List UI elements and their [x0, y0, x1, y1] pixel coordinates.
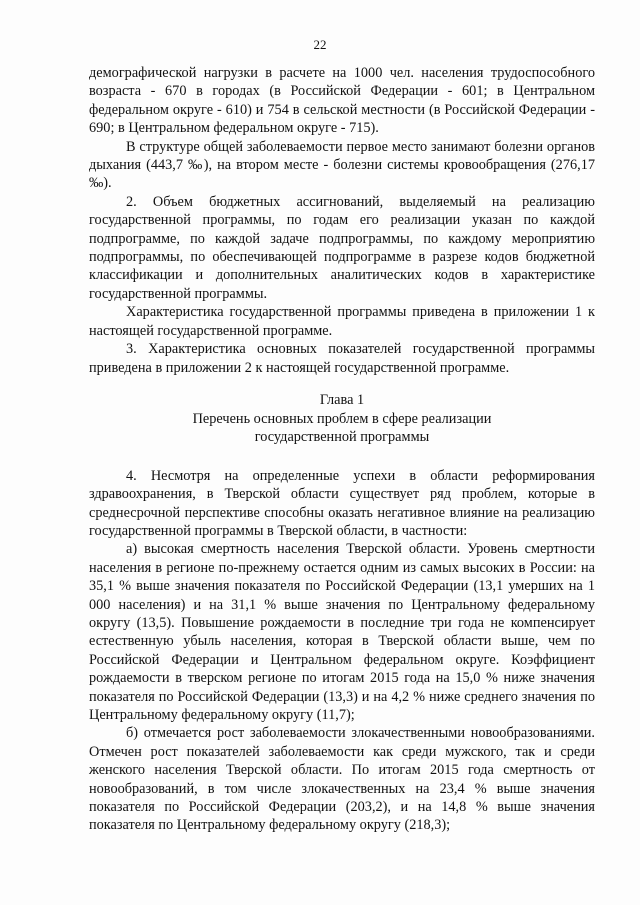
paragraph: 2. Объем бюджетных ассигнований, выделяемый на реализацию государственной программы, по годам его реализации указан по каждой подпрограмме, по каждой задаче подпрограммы, по каждому мероприятию подпрограммы, по обеспечивающей подпрограмме в разрезе кодов бюджетной классификации и дополнительных аналитических кодов в характеристике государственной программы.: [89, 193, 595, 302]
paragraph: б) отмечается рост заболеваемости злокачественными новообразованиями. Отмечен рост показателей заболеваемости как среди мужского, так и среди женского населения Тверской области. По итогам 2015 года смертность от новообразований, в том числе злокачественных на 23,4 % выше значения показателя по Российской Федерации (203,2), и на 14,8 % выше значения показателя по Центральному федеральному округу (218,3);: [89, 725, 595, 834]
paragraph: 4. Несмотря на определенные успехи в области реформирования здравоохранения, в Тверской области существует ряд проблем, которые в среднесрочной перспективе способны оказать негативное влияние на реализацию государственной программы в Тверской области, в частности:: [89, 467, 595, 539]
document-body: [89, 64, 595, 835]
page-number: 22: [313, 37, 327, 52]
paragraph: а) высокая смертность населения Тверской области. Уровень смертности населения в регионе по-прежнему остается одним из самых высоких в России: на 35,1 % выше значения показателя по Российской Федерации (13,1 умерших на 1 000 населения) и на 31,1 % выше значения по Центральному федеральному округу (13,5). Повышение рождаемости в последние три года не компенсирует естественную убыль населения, которая в Тверской области выше, чем по Российской Федерации и Центральном федеральном округе. Коэффициент рождаемости в тверском регионе по итогам 2015 года на 15,0 % ниже значения показателя по Российской Федерации (13,3) и на 4,2 % ниже среднего значения по Центральному федеральному округу (11,7);: [89, 541, 595, 723]
chapter-title-line: Перечень основных проблем в сфере реализации: [192, 410, 492, 427]
paragraph: демографической нагрузки в расчете на 1000 чел. населения трудоспособного возраста - 670 в городах (в Российской Федерации - 601; в Центральном федеральном округе - 610) и 754 в сельской местности (в Российской Федерации - 690; в Центральном федеральном округе - 715).: [89, 65, 595, 137]
paragraph: Характеристика государственной программы приведена в приложении 1 к настоящей государственной программе.: [89, 304, 595, 339]
chapter-title-line: государственной программы: [254, 429, 430, 446]
chapter-label: Глава 1: [319, 391, 365, 408]
chapter-heading: [89, 391, 595, 447]
paragraph: 3. Характеристика основных показателей государственной программы приведена в приложении 2 к настоящей государственной программе.: [89, 341, 595, 376]
paragraph: В структуре общей заболеваемости первое место занимают болезни органов дыхания (443,7 ‰), на втором месте - болезни системы кровообращения (276,17 ‰).: [89, 138, 595, 192]
